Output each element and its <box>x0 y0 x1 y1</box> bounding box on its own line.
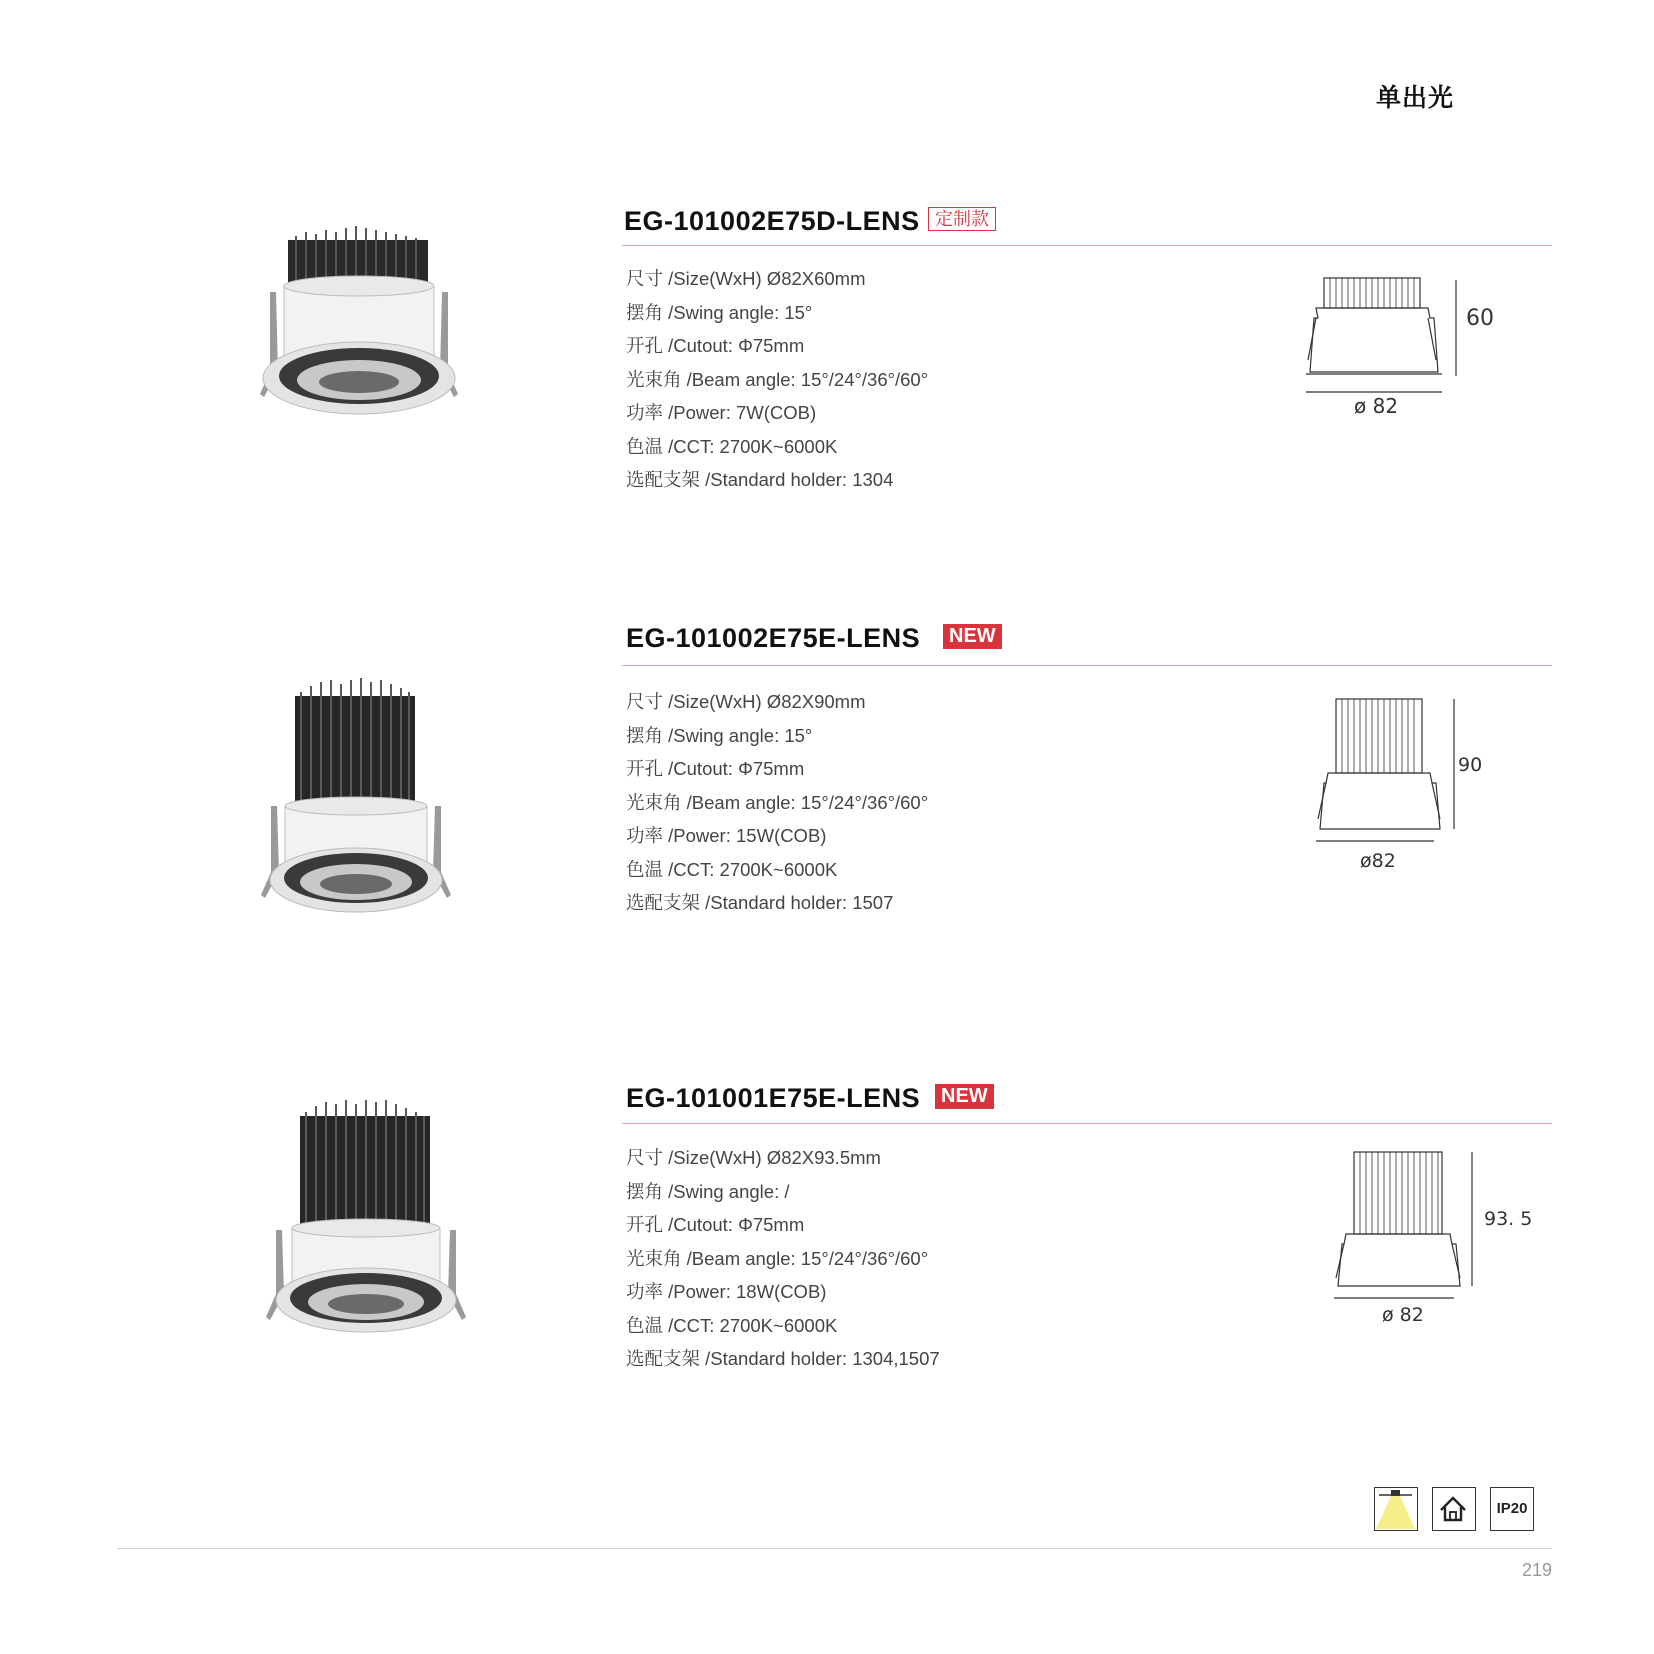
height-label: 60 <box>1466 306 1494 331</box>
product-model: EG-101001E75E-LENS <box>626 1083 921 1113</box>
spec-list <box>626 685 928 920</box>
spec-cct: 色温 /CCT: 2700K~6000K <box>626 1314 838 1336</box>
spec-beam-angle: 光束角 /Beam angle: 15°/24°/36°/60° <box>626 791 929 813</box>
height-label: 93. 5 <box>1484 1208 1533 1230</box>
spec-holder: 选配支架 /Standard holder: 1304 <box>626 469 894 490</box>
diameter-label: ø82 <box>1360 850 1396 872</box>
spec-cutout: 开孔 /Cutout: Φ75mm <box>626 335 805 356</box>
footer-divider <box>117 1548 1552 1549</box>
spec-beam-angle: 光束角 /Beam angle: 15°/24°/36°/60° <box>626 368 929 390</box>
divider <box>622 665 1552 666</box>
ip-rating-badge <box>1490 1487 1534 1531</box>
product-photo <box>250 222 470 422</box>
product-photo <box>255 676 455 916</box>
new-badge: NEW <box>943 624 1002 649</box>
custom-badge: 定制款 <box>928 207 996 231</box>
divider <box>622 245 1552 246</box>
heatsink-fins <box>295 678 415 806</box>
spec-size: 尺寸 /Size(WxH) Ø82X93.5mm <box>626 1147 881 1168</box>
product-model: EG-101002E75E-LENS <box>626 623 921 653</box>
ip-rating-text: IP20 <box>1496 1500 1528 1517</box>
spec-cct: 色温 /CCT: 2700K~6000K <box>626 435 838 457</box>
heatsink-fins <box>300 1100 430 1228</box>
spec-list <box>626 262 928 497</box>
spec-size: 尺寸 /Size(WxH) Ø82X60mm <box>626 268 866 289</box>
spec-cutout: 开孔 /Cutout: Φ75mm <box>626 1214 805 1235</box>
spec-power: 功率 /Power: 15W(COB) <box>626 825 827 846</box>
dimension-drawing <box>1310 695 1470 855</box>
spec-cct: 色温 /CCT: 2700K~6000K <box>626 858 838 880</box>
spec-size: 尺寸 /Size(WxH) Ø82X90mm <box>626 691 866 712</box>
spec-holder: 选配支架 /Standard holder: 1304,1507 <box>626 1348 940 1369</box>
spec-swing-angle: 摆角 /Swing angle: 15° <box>626 301 813 323</box>
downlight-icon <box>1374 1487 1418 1531</box>
indoor-home-icon <box>1432 1487 1476 1531</box>
spec-power: 功率 /Power: 18W(COB) <box>626 1281 827 1302</box>
spec-cutout: 开孔 /Cutout: Φ75mm <box>626 758 805 779</box>
new-badge: NEW <box>935 1084 994 1109</box>
spec-beam-angle: 光束角 /Beam angle: 15°/24°/36°/60° <box>626 1247 929 1269</box>
spec-power: 功率 /Power: 7W(COB) <box>626 402 817 423</box>
product-model: EG-101002E75D-LENS <box>624 206 920 236</box>
dimension-drawing <box>1328 1148 1488 1308</box>
height-label: 90 <box>1458 754 1483 776</box>
spec-holder: 选配支架 /Standard holder: 1507 <box>626 892 894 913</box>
spec-swing-angle: 摆角 /Swing angle: / <box>626 1180 790 1202</box>
product-photo <box>260 1098 470 1338</box>
divider <box>622 1123 1552 1124</box>
spec-list <box>626 1141 940 1376</box>
diameter-label: ø 82 <box>1354 394 1399 418</box>
spec-swing-angle: 摆角 /Swing angle: 15° <box>626 724 813 746</box>
diameter-label: ø 82 <box>1382 1304 1424 1326</box>
page-number: 219 <box>1521 1560 1552 1580</box>
section-title: 单出光 <box>1375 84 1454 112</box>
dimension-drawing <box>1300 272 1480 402</box>
